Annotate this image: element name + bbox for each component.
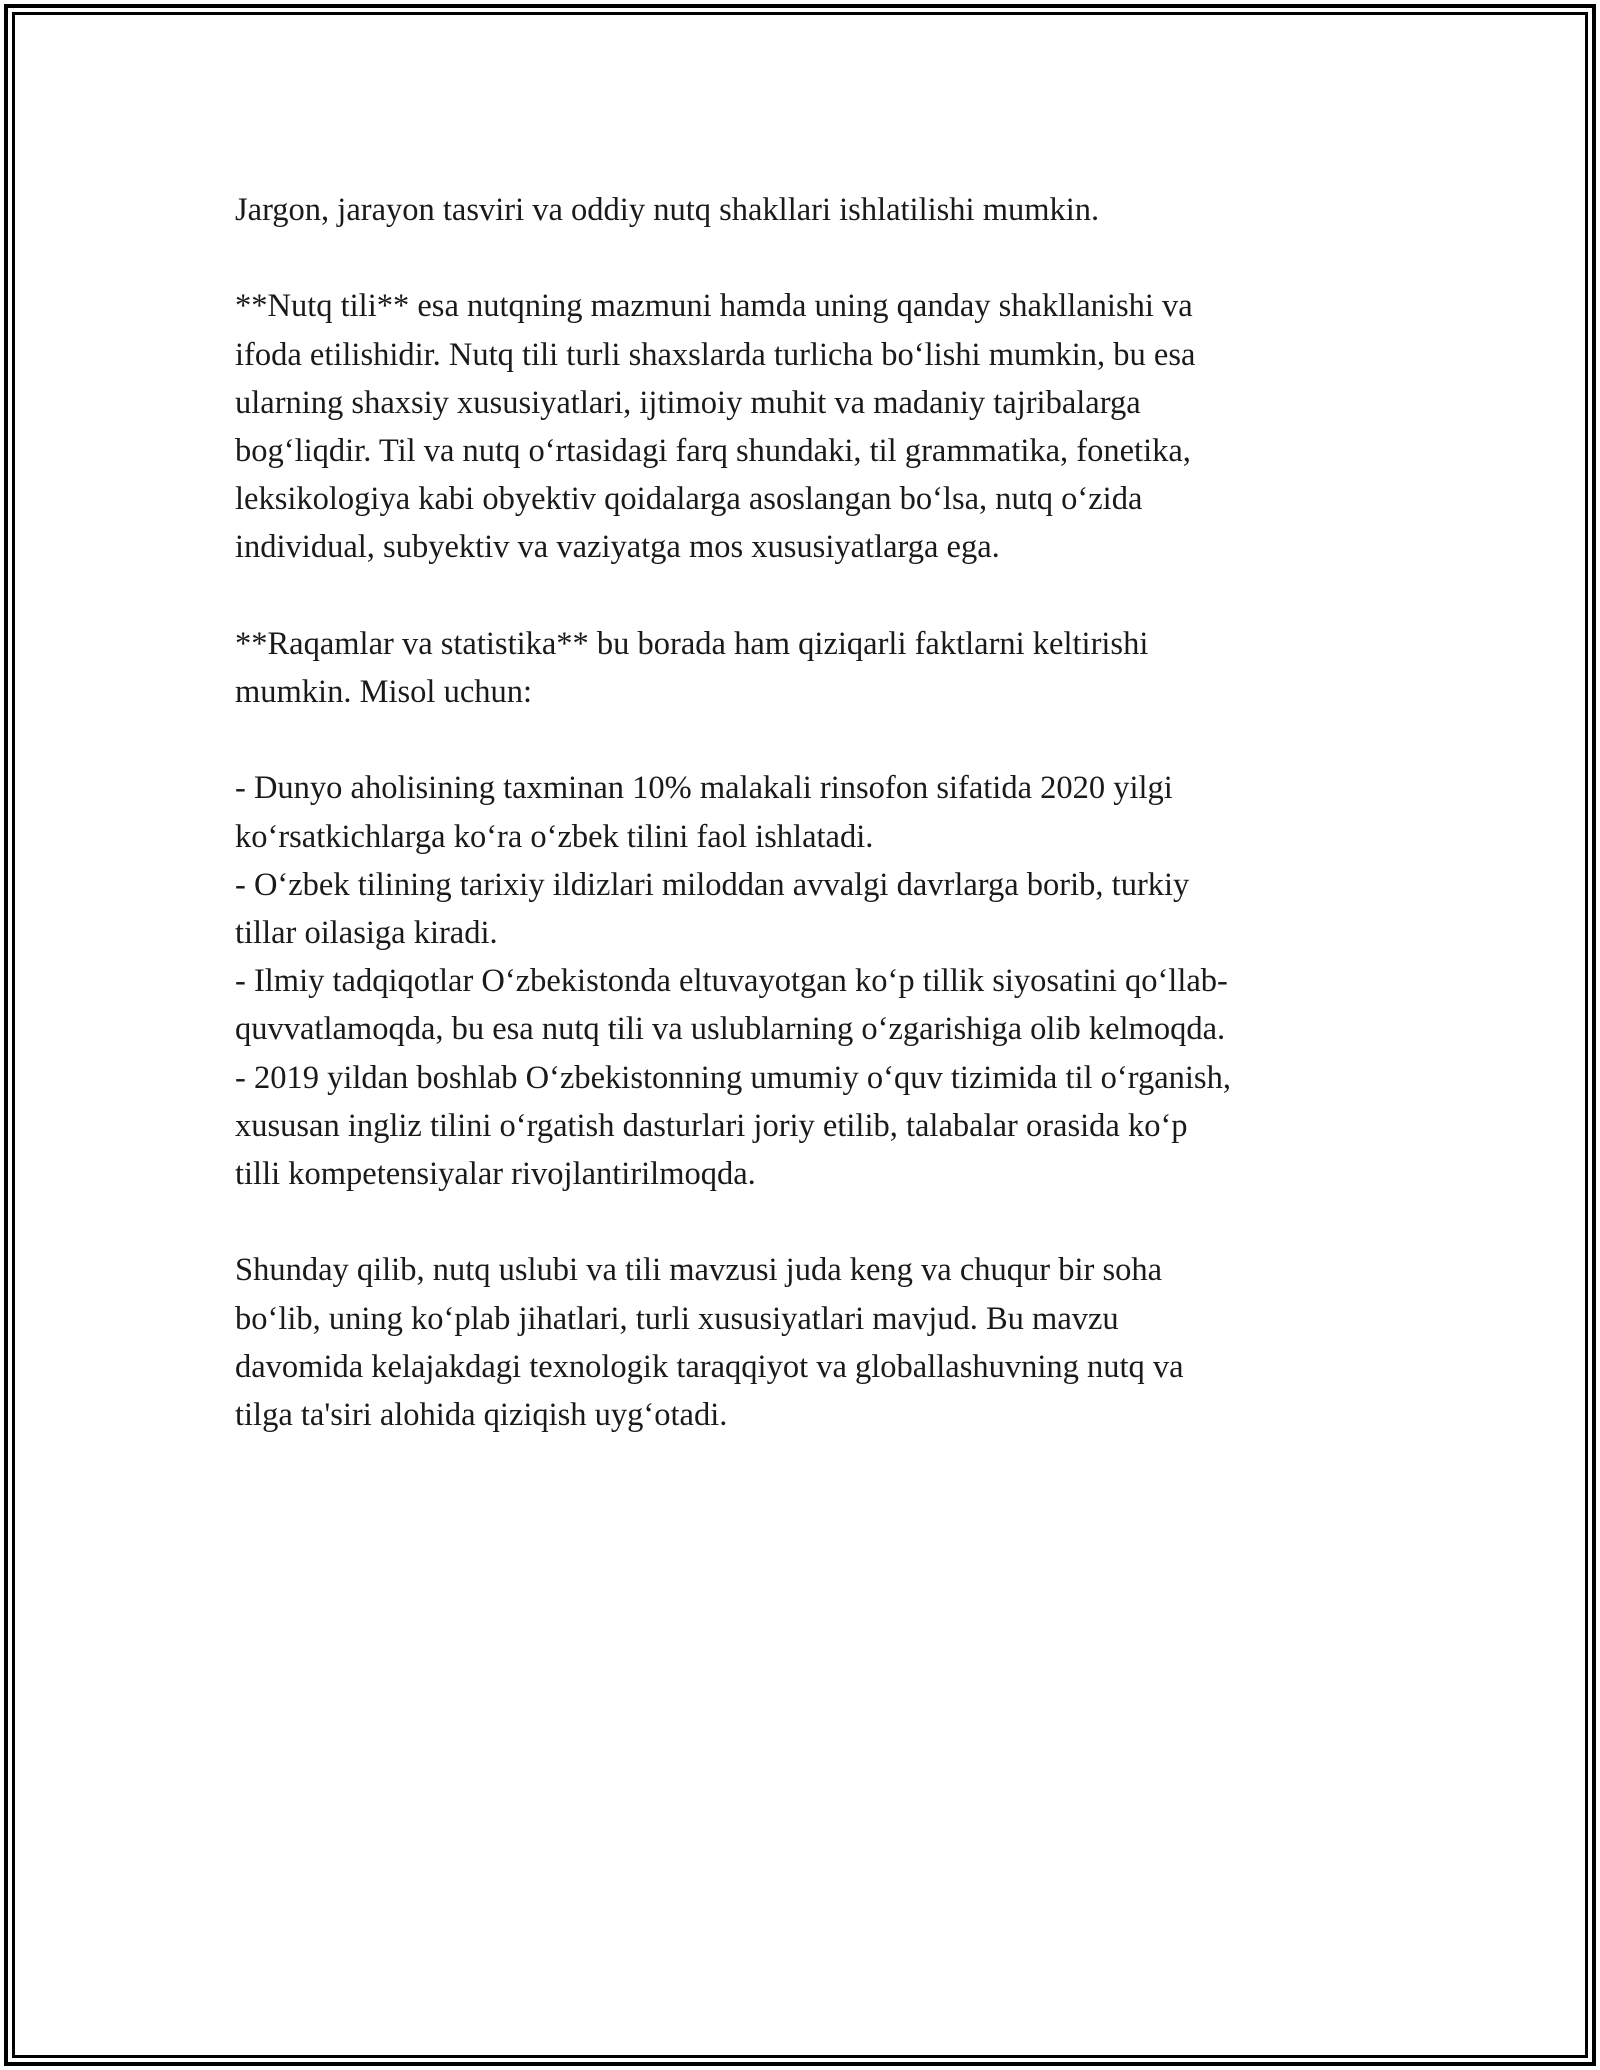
paragraph-bullet-list	[235, 764, 1385, 1198]
text-line: mumkin. Misol uchun:	[235, 674, 533, 710]
paragraph-jargon	[235, 186, 1385, 234]
list-item-line: - 2019 yildan boshlab O‘zbekistonning umumiy o‘quv tizimida til o‘rganish,	[235, 1059, 1231, 1096]
list-item-line: - Ilmiy tadqiqotlar O‘zbekistonda eltuvayotgan ko‘p tillik siyosatini qo‘llab-	[235, 963, 1228, 1000]
list-item-line: tilli kompetensiyalar rivojlantirilmoqda.	[235, 1156, 756, 1193]
paragraph-nutq-tili	[235, 282, 1385, 571]
text-line: davomida kelajakdagi texnologik taraqqiyot va globallashuvning nutq va	[235, 1348, 1184, 1385]
text-line: leksikologiya kabi obyektiv qoidalarga asoslangan bo‘lsa, nutq o‘zida	[235, 481, 1143, 518]
text-line: ularning shaxsiy xususiyatlari, ijtimoiy muhit va madaniy tajribalarga	[235, 384, 1141, 421]
list-item-line: - O‘zbek tilining tarixiy ildizlari miloddan avvalgi davrlarga borib, turkiy	[235, 866, 1190, 903]
list-item-line: ko‘rsatkichlarga ko‘ra o‘zbek tilini faol ishlatadi.	[235, 818, 874, 855]
list-item-line: quvvatlamoqda, bu esa nutq tili va uslublarning o‘zgarishiga olib kelmoqda.	[235, 1011, 1226, 1048]
text-line: **Raqamlar va statistika** bu borada ham qiziqarli faktlarni keltirishi	[235, 625, 1149, 662]
text-line: individual, subyektiv va vaziyatga mos xususiyatlarga ega.	[235, 529, 1000, 566]
list-item-line: xususan ingliz tilini o‘rgatish dasturlari joriy etilib, talabalar orasida ko‘p	[235, 1107, 1188, 1144]
list-item-line: - Dunyo aholisining taxminan 10% malakali rinsofon sifatida 2020 yilgi	[235, 770, 1173, 807]
text-line: ifoda etilishidir. Nutq tili turli shaxslarda turlicha bo‘lishi mumkin, bu esa	[235, 336, 1196, 373]
text-line: bog‘liqdir. Til va nutq o‘rtasidagi farq shundaki, til grammatika, fonetika,	[235, 433, 1191, 469]
document-body	[235, 186, 1385, 1487]
paragraph-raqamlar	[235, 620, 1385, 716]
text-line: tilga ta'siri alohida qiziqish uyg‘otadi.	[235, 1397, 728, 1434]
text-line: Shunday qilib, nutq uslubi va tili mavzusi juda keng va chuqur bir soha	[235, 1252, 1163, 1289]
text-line: **Nutq tili** esa nutqning mazmuni hamda uning qanday shakllanishi va	[235, 288, 1193, 325]
list-item-line: tillar oilasiga kiradi.	[235, 915, 498, 951]
text-line: bo‘lib, uning ko‘plab jihatlari, turli xususiyatlari mavjud. Bu mavzu	[235, 1300, 1119, 1337]
paragraph-conclusion	[235, 1246, 1385, 1439]
text-line: Jargon, jarayon tasviri va oddiy nutq shakllari ishlatilishi mumkin.	[235, 192, 1100, 228]
